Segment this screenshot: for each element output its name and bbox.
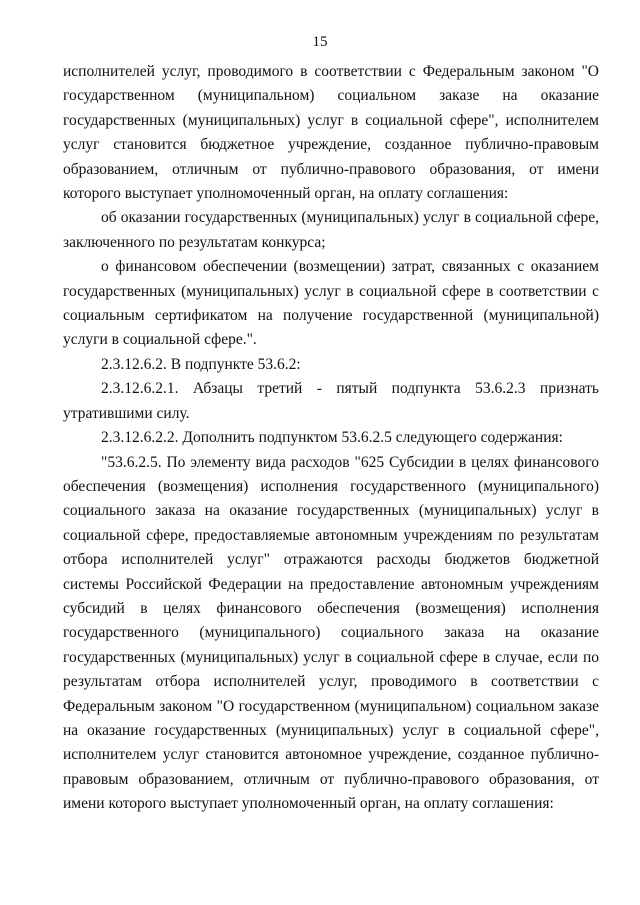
paragraph-subpoint-heading: 2.3.12.6.2. В подпункте 53.6.2: [101,355,301,373]
paragraph-amendment: 2.3.12.6.2.2. Дополнить подпунктом 53.6.2.5 следующего содержания: [101,429,563,447]
paragraph-repeal: 2.3.12.6.2.1. Абзацы третий - пятый подпункта 53.6.2.3 признать утратившими силу. [63,380,599,422]
document-body [63,60,599,817]
paragraph-continuation: исполнителей услуг, проводимого в соответствии с Федеральным законом "О государственном (муниципальном) социальном заказе на оказание государственных (муниципальных) услуг в социальной сфере", исполнителем услуг становится бюджетное учреждение, созданное публично-правовым образованием, отличным от публично-правового образования, от имени которого выступает уполномоченный орган, на оплату соглашения: [63,63,599,203]
page-number: 15 [312,34,328,50]
paragraph-agreement-services: об оказании государственных (муниципальных) услуг в социальной сфере, заключенного по результатам конкурса; [63,209,599,251]
paragraph-expense-element: "53.6.2.5. По элементу вида расходов "625 Субсидии в целях финансового обеспечения (возмещения) исполнения государственного (муниципального) социального заказа на оказание государственных (муниципальных) услуг в социальной сфере, предоставляемые автономным учреждениям по результатам отбора исполнителей услуг" отражаются расходы бюджетов бюджетной системы Российской Федерации на предоставление автономным учреждениям субсидий в целях финансового обеспечения (возмещения) исполнения государственного (муниципального) социального заказа на оказание государственных (муниципальных) услуг в социальной сфере в случае, если по результатам отбора исполнителей услуг, проводимого в соответствии с Федеральным законом "О государственном (муниципальном) социальном заказе на оказание государственных (муниципальных) услуг в социальной сфере", исполнителем услуг становится автономное учреждение, созданное публично-правовым образованием, отличным от публично-правового образования, от имени которого выступает уполномоченный орган, на оплату соглашения: [63,453,599,813]
paragraph-financial-support: о финансовом обеспечении (возмещении) затрат, связанных с оказанием государственных (муниципальных) услуг в социальной сфере в соответствии с социальным сертификатом на получение государственной (муниципальной) услуги в социальной сфере.". [63,258,599,349]
